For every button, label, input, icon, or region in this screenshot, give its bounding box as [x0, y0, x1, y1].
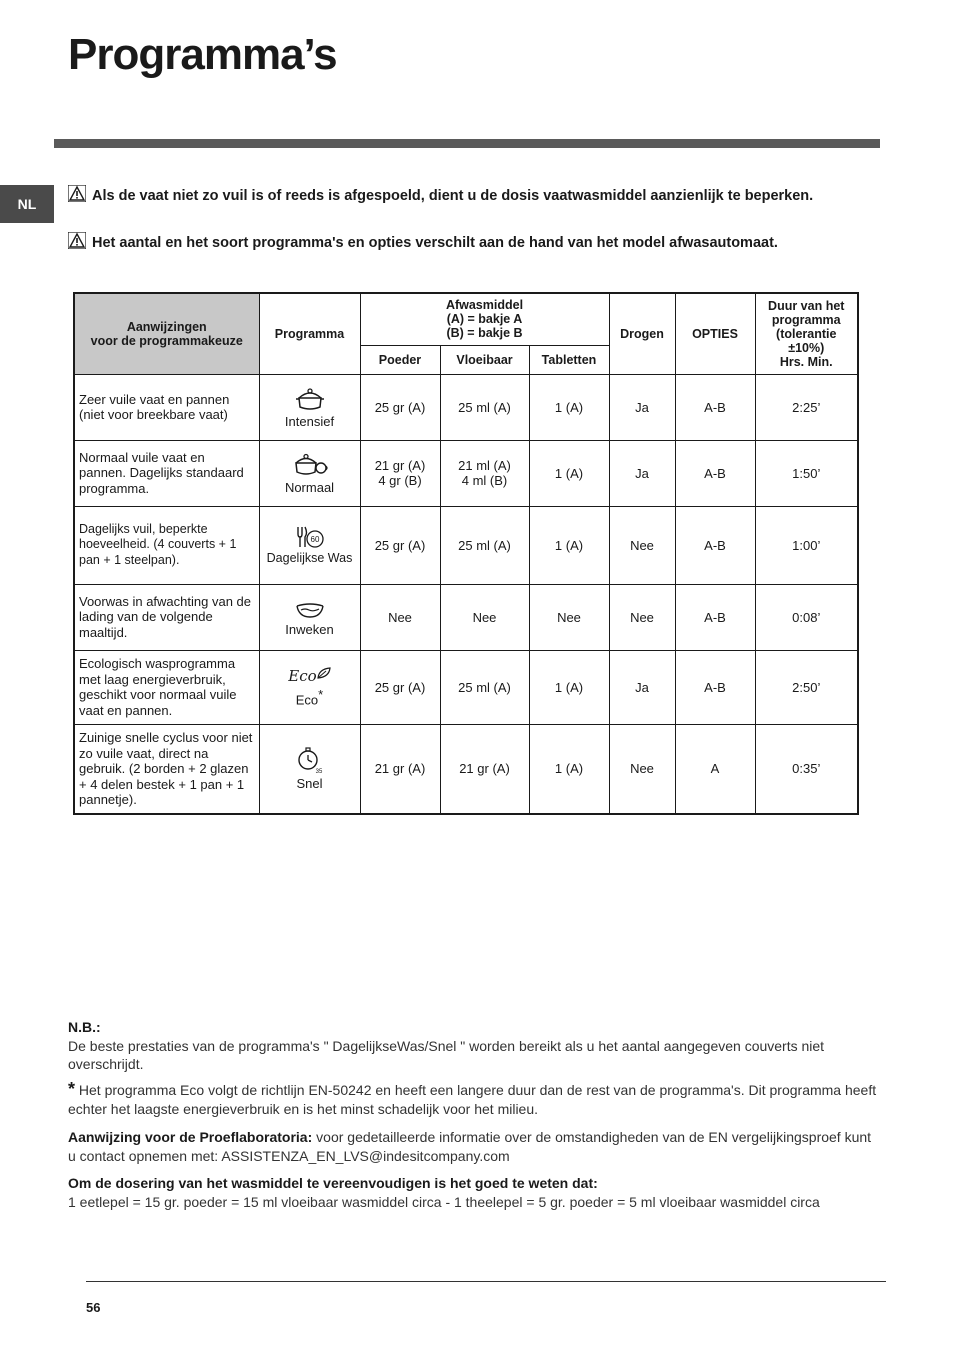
liquid-value: 25 ml (A)	[440, 506, 529, 584]
options-value: A-B	[675, 374, 755, 440]
note-dosage-label: Om de dosering van het wasmiddel te vereenvoudigen is het goed te weten dat:	[68, 1175, 598, 1191]
program-cell: Inweken	[259, 584, 360, 650]
svg-text:35: 35	[315, 769, 322, 775]
tablets-value: 1 (A)	[529, 650, 609, 724]
row-description: Dagelijks vuil, beperkte hoeveelheid. (4 couverts + 1 pan + 1 steelpan).	[74, 506, 259, 584]
options-value: A-B	[675, 440, 755, 506]
header-options: OPTIES	[675, 293, 755, 374]
page-title: Programma’s	[68, 30, 337, 79]
header-guide: Aanwijzingen voor de programmakeuze	[74, 293, 259, 374]
note-eco	[68, 1080, 878, 1118]
table-row	[74, 584, 858, 650]
row-description: Voorwas in afwachting van de lading van de volgende maaltijd.	[74, 584, 259, 650]
duration-value: 0:35’	[755, 724, 858, 814]
header-liquid: Vloeibaar	[440, 345, 529, 374]
stopwatch-35-icon	[295, 746, 325, 774]
powder-value: 25 gr (A)	[360, 650, 440, 724]
warning-2-text: Het aantal en het soort programma's en opties verschilt aan de hand van het model afwasautomaat.	[92, 235, 778, 251]
duration-value: 2:50’	[755, 650, 858, 724]
options-value: A-B	[675, 506, 755, 584]
eco-asterisk: *	[68, 1079, 76, 1099]
note-lab-text: voor gedetailleerde informatie over de omstandigheden van de EN vergelijkingsproef kunt u contact opnemen met: ASSISTENZA_EN_LVS@indesitcompany.com	[68, 1129, 872, 1164]
note-dosage	[68, 1174, 878, 1211]
note-nb	[68, 1018, 878, 1074]
powder-value: Nee	[360, 584, 440, 650]
warning-2	[68, 232, 858, 253]
liquid-value: 25 ml (A)	[440, 374, 529, 440]
tablets-value: Nee	[529, 584, 609, 650]
drying-value: Ja	[609, 440, 675, 506]
duration-value: 0:08’	[755, 584, 858, 650]
liquid-value: 21 ml (A) 4 ml (B)	[440, 440, 529, 506]
tablets-value: 1 (A)	[529, 440, 609, 506]
header-program: Programma	[259, 293, 360, 374]
row-description: Zuinige snelle cyclus voor niet zo vuile vaat, direct na gebruik. (2 borden + 2 glazen + 4 delen bestek + 1 pan + 1 pannetje).	[74, 724, 259, 814]
options-value: A-B	[675, 584, 755, 650]
row-description: Ecologisch wasprogramma met laag energieverbruik, geschikt voor normaal vuile vaat en pannen.	[74, 650, 259, 724]
row-description: Zeer vuile vaat en pannen (niet voor breekbare vaat)	[74, 374, 259, 440]
duration-value: 1:00’	[755, 506, 858, 584]
program-cell: 60 Dagelijkse Was	[259, 506, 360, 584]
powder-value: 25 gr (A)	[360, 506, 440, 584]
warning-icon	[68, 232, 86, 249]
program-cell: Eco Eco*	[259, 650, 360, 724]
note-dosage-text: 1 eetlepel = 15 gr. poeder = 15 ml vloeibaar wasmiddel circa - 1 theelepel = 5 gr. poeder = 5 ml vloeibaar wasmiddel circa	[68, 1193, 820, 1210]
language-tab: NL	[0, 185, 54, 223]
table-row	[74, 440, 858, 506]
drying-value: Nee	[609, 584, 675, 650]
drying-value: Ja	[609, 374, 675, 440]
program-cell: Intensief	[259, 374, 360, 440]
duration-value: 1:50’	[755, 440, 858, 506]
header-duration: Duur van het programma (tolerantie ±10%) Hrs. Min.	[755, 293, 858, 374]
table-row	[74, 374, 858, 440]
note-lab	[68, 1128, 878, 1165]
header-tablets: Tabletten	[529, 345, 609, 374]
title-divider	[54, 139, 880, 148]
powder-value: 21 gr (A) 4 gr (B)	[360, 440, 440, 506]
svg-text:60: 60	[310, 535, 319, 544]
header-drying: Drogen	[609, 293, 675, 374]
drying-value: Ja	[609, 650, 675, 724]
warning-icon	[68, 185, 86, 202]
header-detergent: Afwasmiddel (A) = bakje A (B) = bakje B	[360, 293, 609, 345]
header-powder: Poeder	[360, 345, 440, 374]
eco-leaf-icon: Eco	[264, 667, 356, 685]
liquid-value: 25 ml (A)	[440, 650, 529, 724]
note-nb-text: De beste prestaties van de programma's " DagelijkseWas/Snel " worden bereikt als u het aantal aangegeven couverts niet overschrijdt.	[68, 1037, 825, 1072]
duration-value: 2:25’	[755, 374, 858, 440]
table-row	[74, 650, 858, 724]
program-table	[73, 292, 859, 815]
drying-value: Nee	[609, 724, 675, 814]
table-row	[74, 506, 858, 584]
program-cell: Normaal	[259, 440, 360, 506]
tablets-value: 1 (A)	[529, 506, 609, 584]
pot-cup-icon	[292, 452, 328, 478]
warning-1	[68, 185, 858, 206]
tablets-value: 1 (A)	[529, 374, 609, 440]
options-value: A-B	[675, 650, 755, 724]
powder-value: 21 gr (A)	[360, 724, 440, 814]
powder-value: 25 gr (A)	[360, 374, 440, 440]
tablets-value: 1 (A)	[529, 724, 609, 814]
liquid-value: 21 gr (A)	[440, 724, 529, 814]
note-eco-text: Het programma Eco volgt de richtlijn EN-50242 en heeft een langere duur dan de rest van de programma's. Dit programma heeft echter het laagste energieverbruik en is het minst schadelijk voor het milieu.	[68, 1082, 877, 1117]
footer-divider	[86, 1281, 886, 1282]
note-lab-label: Aanwijzing voor de Proeflaboratoria:	[68, 1129, 313, 1145]
soak-bowl-icon	[293, 598, 327, 620]
note-nb-label: N.B.:	[68, 1019, 101, 1035]
liquid-value: Nee	[440, 584, 529, 650]
warning-1-text: Als de vaat niet zo vuil is of reeds is afgespoeld, dient u de dosis vaatwasmiddel aanzienlijk te beperken.	[92, 188, 814, 204]
row-description: Normaal vuile vaat en pannen. Dagelijks standaard programma.	[74, 440, 259, 506]
cutlery-plate-60-icon	[295, 525, 325, 549]
drying-value: Nee	[609, 506, 675, 584]
pot-icon	[293, 386, 327, 412]
options-value: A	[675, 724, 755, 814]
table-row	[74, 724, 858, 814]
page-number: 56	[86, 1300, 101, 1315]
program-cell: 35 Snel	[259, 724, 360, 814]
